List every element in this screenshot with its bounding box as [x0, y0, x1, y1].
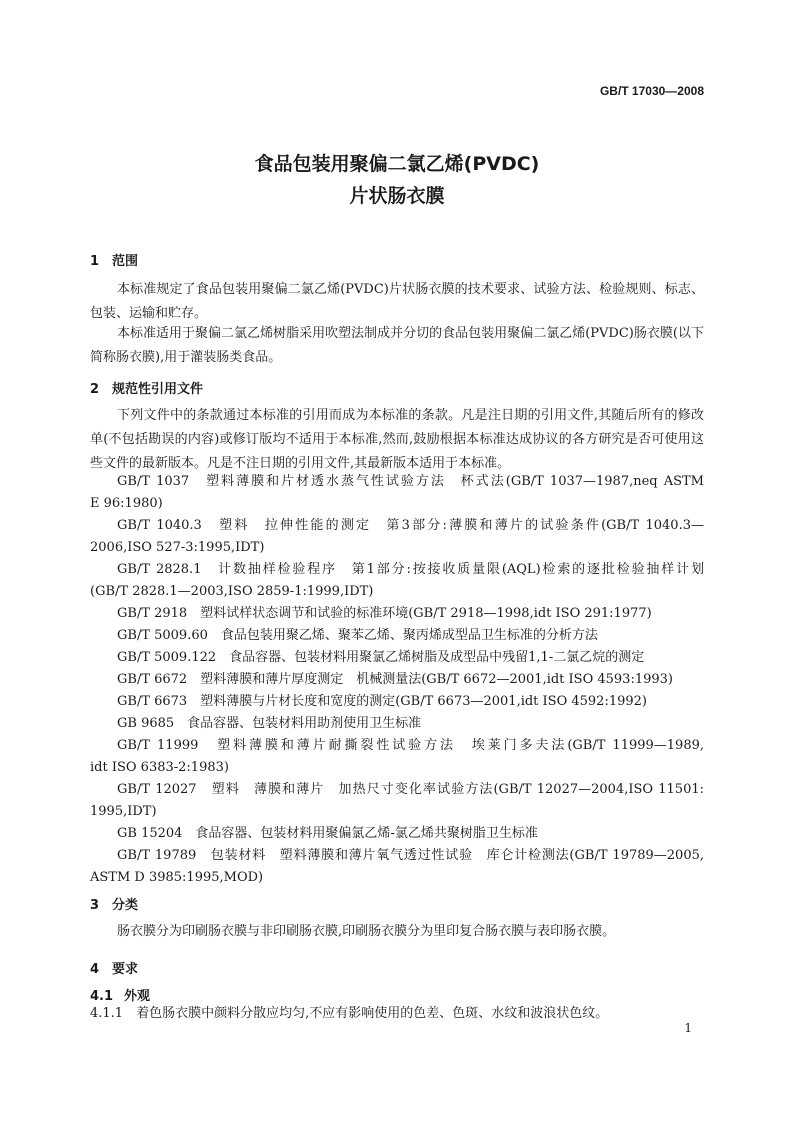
section-2-number: 2	[90, 382, 100, 397]
ref-gbt6673: GB/T 6673 塑料薄膜与片材长度和宽度的测定(GB/T 6673—2001,idt ISO 4592:1992)	[117, 694, 647, 709]
section-1-paragraph-2: 本标准适用于聚偏二氯乙烯树脂采用吹塑法制成并分切的食品包装用聚偏二氯乙烯(PVDC)肠衣膜(以下简称肠衣膜),用于灌装肠类食品。	[90, 326, 704, 365]
page-number: 1	[684, 1021, 692, 1035]
ref-gbt11999-line2: idt ISO 6383-2:1983)	[90, 760, 229, 775]
ref-gbt12027-line1: GB/T 12027 塑料 薄膜和薄片 加热尺寸变化率试验方法(GB/T 12027—2004,ISO 11501:	[117, 782, 704, 797]
ref-gbt1040-line1: GB/T 1040.3 塑料 拉伸性能的测定 第3部分:薄膜和薄片的试验条件(GB/T 1040.3—	[117, 518, 704, 533]
ref-gbt2918: GB/T 2918 塑料试样状态调节和试验的标准环境(GB/T 2918—1998,idt ISO 291:1977)	[117, 606, 652, 621]
ref-gbt1037-line1: GB/T 1037 塑料薄膜和片材透水蒸气性试验方法 杯式法(GB/T 1037—1987,neq ASTM	[117, 474, 704, 489]
ref-gbt19789-line1: GB/T 19789 包装材料 塑料薄膜和薄片氧气透过性试验 库仑计检测法(GB/T 19789—2005,	[117, 848, 704, 863]
ref-gbt2828-line2: (GB/T 2828.1—2003,ISO 2859-1:1999,IDT)	[90, 584, 374, 599]
section-4-title: 要求	[112, 962, 139, 977]
ref-gb9685: GB 9685 食品容器、包装材料用助剂使用卫生标准	[117, 716, 422, 731]
document-title-line1: 食品包装用聚偏二氯乙烯(PVDC)	[254, 153, 540, 175]
section-1-heading	[90, 250, 138, 269]
standard-code: GB/T 17030—2008	[599, 84, 704, 98]
subsection-4-1-title: 外观	[124, 989, 151, 1004]
section-2-title: 规范性引用文件	[112, 382, 204, 397]
ref-gbt6672: GB/T 6672 塑料薄膜和薄片厚度测定 机械测量法(GB/T 6672—2001,idt ISO 4593:1993)	[117, 672, 673, 687]
section-2-heading	[90, 378, 203, 397]
section-3-paragraph-1: 肠衣膜分为印刷肠衣膜与非印刷肠衣膜,印刷肠衣膜分为里印复合肠衣膜与表印肠衣膜。	[117, 924, 616, 939]
section-1-paragraph-1: 本标准规定了食品包装用聚偏二氯乙烯(PVDC)片状肠衣膜的技术要求、试验方法、检验规则、标志、包装、运输和贮存。	[90, 282, 704, 321]
clause-4-1-1: 4.1.1 着色肠衣膜中颜料分散应均匀,不应有影响使用的色差、色斑、水纹和波浪状色纹。	[90, 1006, 609, 1021]
section-3-number: 3	[90, 898, 100, 913]
ref-gbt12027-line2: 1995,IDT)	[90, 804, 157, 819]
section-3-heading	[90, 894, 138, 913]
ref-gbt11999-line1: GB/T 11999 塑料薄膜和薄片耐撕裂性试验方法 埃莱门多夫法(GB/T 11999—1989,	[117, 738, 704, 753]
ref-gb15204: GB 15204 食品容器、包装材料用聚偏氯乙烯-氯乙烯共聚树脂卫生标准	[117, 826, 538, 841]
section-4-number: 4	[90, 962, 100, 977]
ref-gbt19789-line2: ASTM D 3985:1995,MOD)	[90, 870, 264, 885]
section-1-title: 范围	[112, 254, 139, 269]
section-4-heading	[90, 958, 138, 977]
ref-gbt1040-line2: 2006,ISO 527-3:1995,IDT)	[90, 540, 265, 555]
subsection-4-1-number: 4.1	[90, 989, 114, 1004]
section-1-number: 1	[90, 254, 100, 269]
ref-gbt2828-line1: GB/T 2828.1 计数抽样检验程序 第1部分:按接收质量限(AQL)检索的逐批检验抽样计划	[117, 562, 704, 577]
ref-gbt5009-122: GB/T 5009.122 食品容器、包装材料用聚氯乙烯树脂及成型品中残留1,1-二氯乙烷的测定	[117, 650, 645, 665]
document-title-line2: 片状肠衣膜	[349, 185, 445, 207]
section-2-intro: 下列文件中的条款通过本标准的引用而成为本标准的条款。凡是注日期的引用文件,其随后所有的修改单(不包括勘误的内容)或修订版均不适用于本标准,然而,鼓励根据本标准达成协议的各方研究是否可使用这些文件的最新版本。凡是不注日期的引用文件,其最新版本适用于本标准。	[90, 408, 704, 471]
ref-gbt5009-60: GB/T 5009.60 食品包装用聚乙烯、聚苯乙烯、聚丙烯成型品卫生标准的分析方法	[117, 628, 598, 643]
ref-gbt1037-line2: E 96:1980)	[90, 496, 163, 511]
section-3-title: 分类	[112, 898, 139, 913]
